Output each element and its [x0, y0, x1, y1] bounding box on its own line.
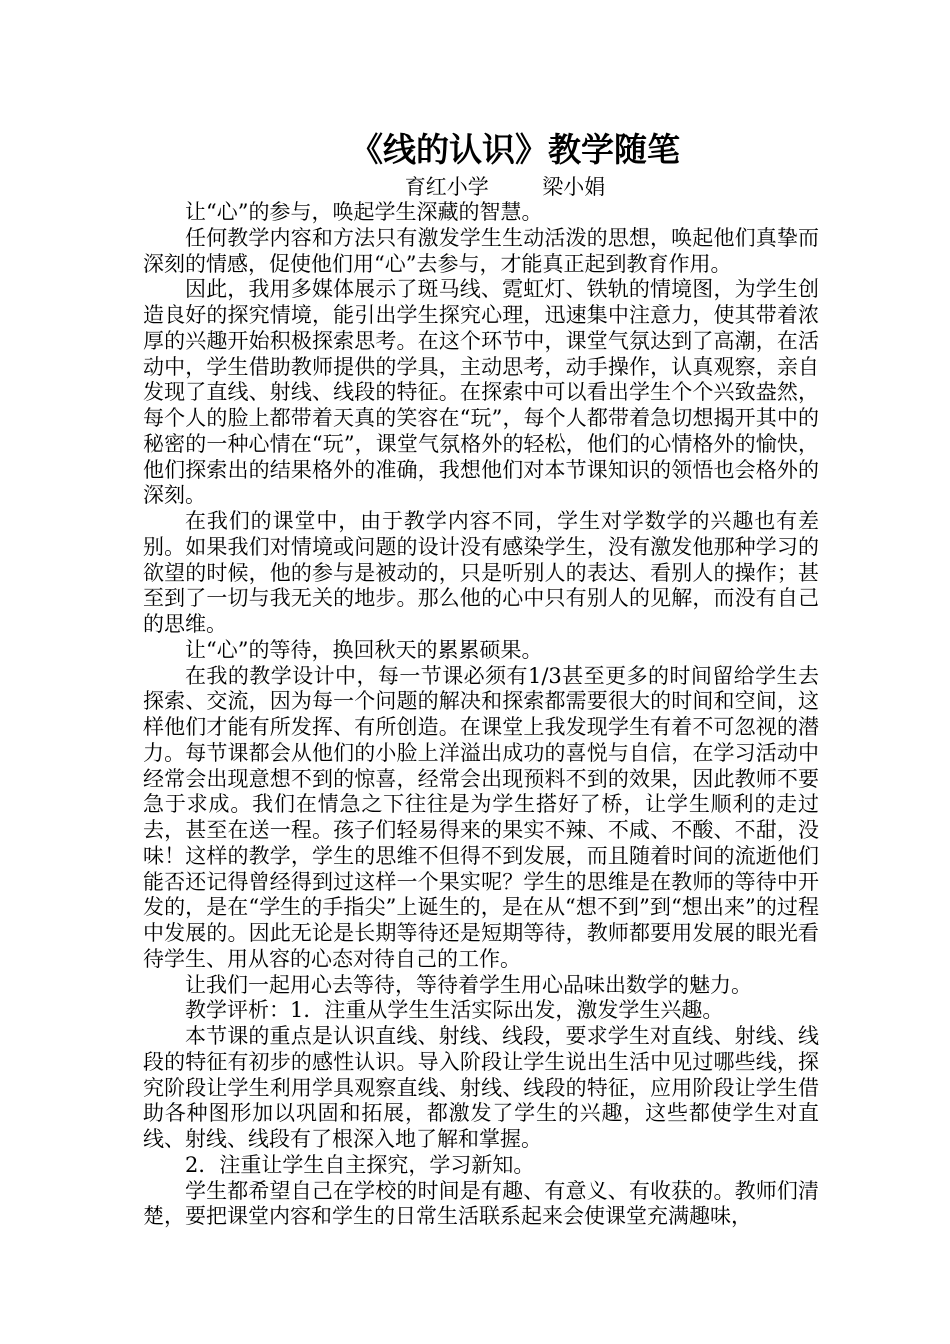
paragraph: 让“心”的等待，换回秋天的累累硕果。: [185, 637, 543, 662]
paragraph: 任何教学内容和方法只有激发学生生动活泼的思想，唤起他们真挚而深刻的情感，促使他们用“心”去参与，才能真正起到教育作用。: [143, 225, 819, 276]
paragraph: 让我们一起用心去等待，等待着学生用心品味出数学的魅力。: [185, 972, 752, 997]
paragraph: 让“心”的参与，唤起学生深藏的智慧。: [185, 200, 543, 224]
paragraph: 学生都希望自己在学校的时间是有趣、有意义、有收获的。教师们清楚，要把课堂内容和学生的日常生活联系起来会使课堂充满趣味，: [143, 1178, 819, 1229]
paragraph: 2．注重让学生自主探究，学习新知。: [185, 1152, 535, 1177]
paragraph: 在我的教学设计中，每一节课必须有1/3甚至更多的时间留给学生去探索、交流，因为每一个问题的解决和探索都需要很大的时间和空间，这样他们才能有所发挥、有所创造。在课堂上我发现学生有着不可忽视的潜力。每节课都会从他们的小脸上洋溢出成功的喜悦与自信，在学习活动中经常会出现意想不到的惊喜，经常会出现预料不到的效果，因此教师不要急于求成。我们在情急之下往往是为学生搭好了桥，让学生顺利的走过去，甚至在送一程。孩子们轻易得来的果实不辣、不咸、不酸、不甜，没味！这样的教学，学生的思维不但得不到发展，而且随着时间的流逝他们能否还记得曾经得到过这样一个果实呢？学生的思维是在教师的等待中开发的，是在“学生的手指尖”上诞生的，是在从“想不到”到“想出来”的过程中发展的。因此无论是长期等待还是短期等待，教师都要用发展的眼光看待学生、用从容的心态对待自己的工作。: [143, 663, 819, 971]
document-title: 《线的认识》教学随笔: [350, 130, 680, 169]
paragraph: 因此，我用多媒体展示了斑马线、霓虹灯、铁轨的情境图，为学生创造良好的探究情境，能引出学生探究心理，迅速集中注意力，使其带着浓厚的兴趣开始积极探索思考。在这个环节中，课堂气氛达到了高潮，在活动中，学生借助教师提供的学具，主动思考，动手操作，认真观察，亲自发现了直线、射线、线段的特征。在探索中可以看出学生个个兴致盎然，每个人的脸上都带着天真的笑容在“玩”，每个人都带着急切想揭开其中的秘密的一种心情在“玩”，课堂气氛格外的轻松，他们的心情格外的愉快，他们探索出的结果格外的准确，我想他们对本节课知识的领悟也会格外的深刻。: [143, 277, 819, 508]
paragraph: 在我们的课堂中，由于教学内容不同，学生对学数学的兴趣也有差别。如果我们对情境或问题的设计没有感染学生，没有激发他那种学习的欲望的时候，他的参与是被动的，只是听别人的表达、看别人的操作；甚至到了一切与我无关的地步。那么他的心中只有别人的见解，而没有自己的思维。: [143, 509, 819, 636]
author-byline: 育红小学 梁小娟: [404, 175, 606, 199]
paragraph: 教学评析：1．注重从学生生活实际出发，激发学生兴趣。: [185, 998, 724, 1023]
document-body: [143, 200, 819, 1230]
paragraph: 本节课的重点是认识直线、射线、线段，要求学生对直线、射线、线段的特征有初步的感性认识。导入阶段让学生说出生活中见过哪些线，探究阶段让学生利用学具观察直线、射线、线段的特征，应用阶段让学生借助各种图形加以巩固和拓展，都激发了学生的兴趣，这些都使学生对直线、射线、线段有了根深入地了解和掌握。: [143, 1024, 819, 1151]
